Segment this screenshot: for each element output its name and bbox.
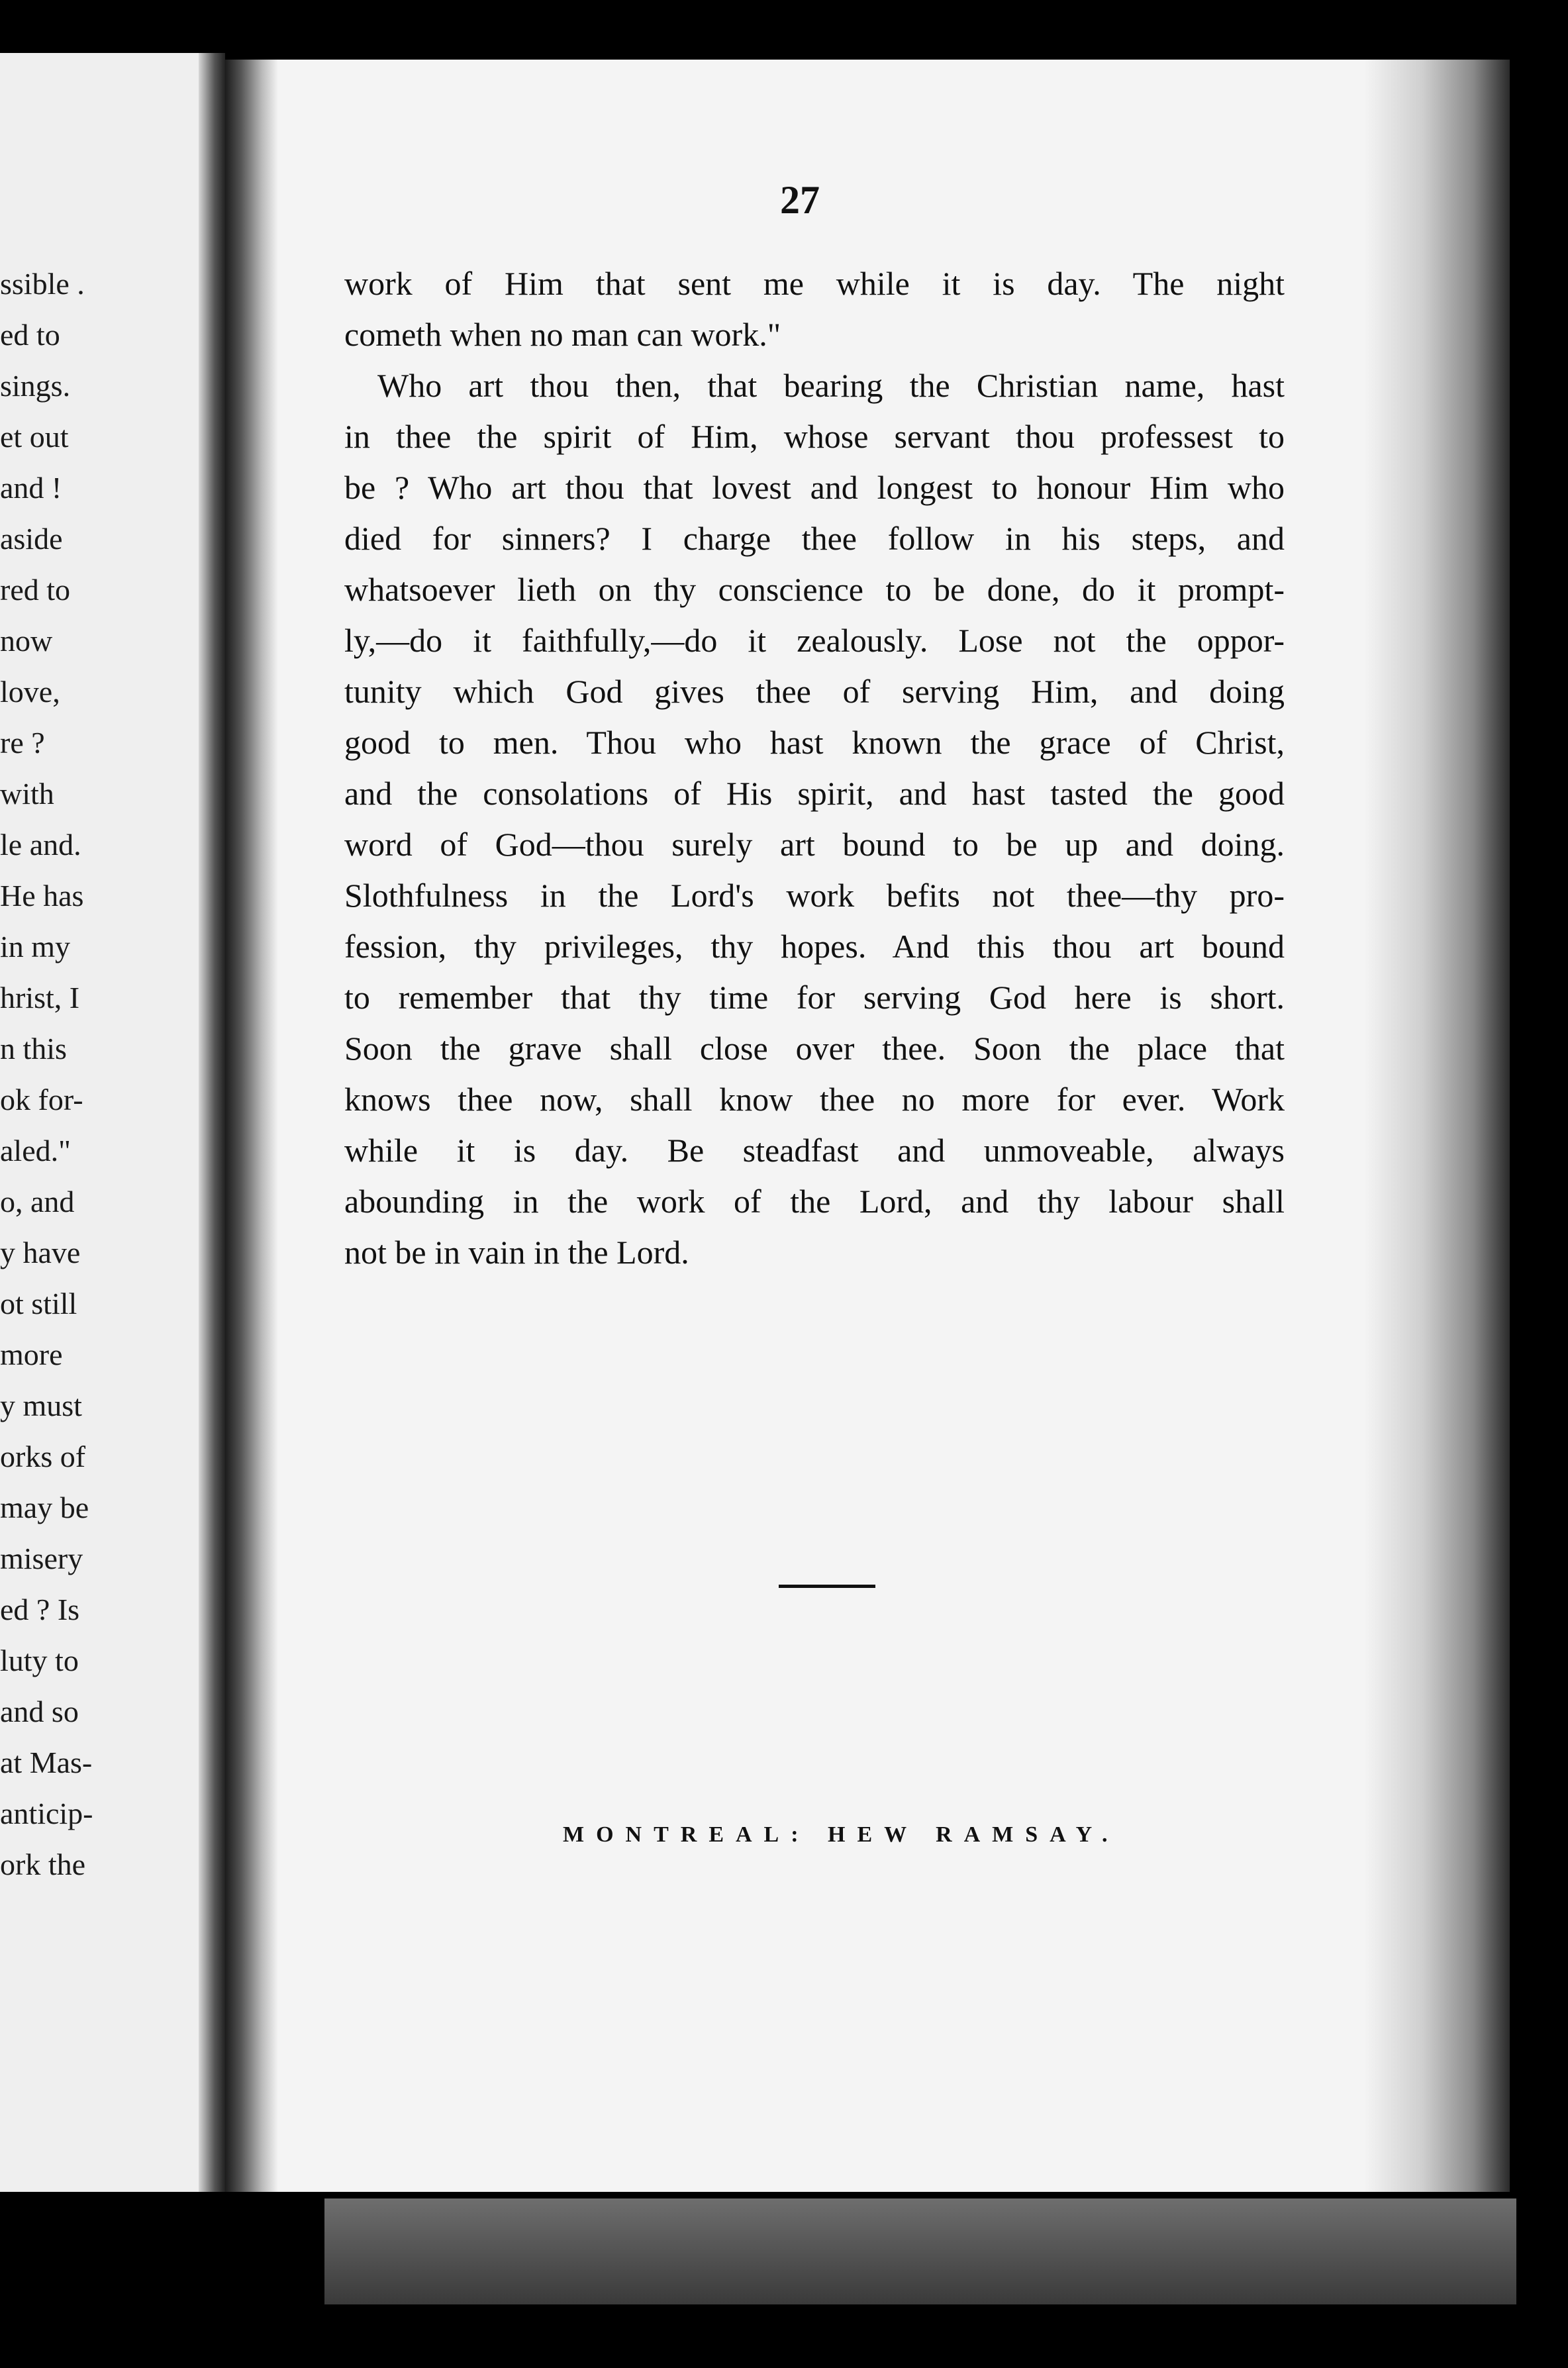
left-page-line: luty to [0, 1644, 79, 1677]
text-line: fession, thy privileges, thy hopes. And this thou art bound [344, 928, 1285, 965]
page-edge-shadow [1364, 60, 1510, 2192]
text-line: be ? Who art thou that lovest and longest to honour Him who [344, 469, 1285, 506]
text-line: good to men. Thou who hast known the grace of Christ, [344, 724, 1285, 761]
left-page-line: love, [0, 675, 60, 709]
left-page-line: anticip- [0, 1797, 93, 1830]
left-page-line: now [0, 624, 53, 658]
text-line: abounding in the work of the Lord, and thy labour shall [344, 1183, 1285, 1220]
text-line: whatsoever lieth on thy conscience to be done, do it prompt- [344, 571, 1285, 608]
end-rule [779, 1585, 875, 1588]
left-page-line: with [0, 777, 54, 811]
left-page-line: y have [0, 1236, 81, 1269]
left-page-line: orks of [0, 1440, 86, 1473]
text-line: to remember that thy time for serving God here is short. [344, 979, 1285, 1016]
text-line: in thee the spirit of Him, whose servant thou professest to [344, 418, 1285, 455]
left-page-line: and so [0, 1695, 79, 1728]
left-page-line: n this [0, 1032, 67, 1065]
left-page-line: ssible . [0, 267, 85, 301]
left-page-line: He has [0, 879, 84, 913]
text-line: tunity which God gives thee of serving Him, and doing [344, 673, 1285, 710]
text-line: Who art thou then, that bearing the Christian name, hast [377, 367, 1285, 404]
scan-bottom-band [324, 2198, 1516, 2304]
text-line: not be in vain in the Lord. [344, 1234, 689, 1271]
text-line: word of God—thou surely art bound to be up and doing. [344, 826, 1285, 863]
left-page-line: ed to [0, 318, 60, 352]
left-page-line: o, and [0, 1185, 75, 1218]
left-page-line: y must [0, 1389, 82, 1422]
left-page-line: red to [0, 573, 71, 607]
left-page-line: ot still [0, 1287, 77, 1320]
text-line: work of Him that sent me while it is day. The night [344, 265, 1285, 302]
text-line: while it is day. Be steadfast and unmoveable, always [344, 1132, 1285, 1169]
text-line: and the consolations of His spirit, and hast tasted the good [344, 775, 1285, 812]
book-gutter [199, 53, 225, 2192]
left-page-line: hrist, I [0, 981, 80, 1014]
left-facing-page [0, 53, 212, 2192]
left-page-line: ok for- [0, 1083, 83, 1116]
text-line: cometh when no man can work." [344, 316, 781, 353]
left-page-line: aside [0, 522, 63, 556]
body-text [344, 258, 1285, 1278]
left-page-line: et out [0, 420, 69, 454]
left-page-line: sings. [0, 369, 71, 403]
left-page-line: ed ? Is [0, 1593, 80, 1626]
left-page-line: le and. [0, 828, 81, 862]
text-line: Soon the grave shall close over thee. Soon the place that [344, 1030, 1285, 1067]
page-number: 27 [780, 178, 820, 222]
left-page-line: and ! [0, 471, 62, 505]
left-page-line: at Mas- [0, 1746, 93, 1779]
left-page-line: aled." [0, 1134, 71, 1167]
left-page-line: in my [0, 930, 71, 963]
imprint: MONTREAL: HEW RAMSAY. [563, 1822, 1120, 1847]
left-page-line: more [0, 1338, 63, 1371]
spine-shadow [225, 60, 278, 2192]
text-line: knows thee now, shall know thee no more for ever. Work [344, 1081, 1285, 1118]
text-line: Slothfulness in the Lord's work befits not thee—thy pro- [344, 877, 1285, 914]
left-page-line: ork the [0, 1848, 86, 1881]
text-line: died for sinners? I charge thee follow in his steps, and [344, 520, 1285, 557]
left-page-line: may be [0, 1491, 89, 1524]
left-page-line: misery [0, 1542, 83, 1575]
text-line: ly,—do it faithfully,—do it zealously. Lose not the oppor- [344, 622, 1285, 659]
left-page-line: re ? [0, 726, 45, 760]
